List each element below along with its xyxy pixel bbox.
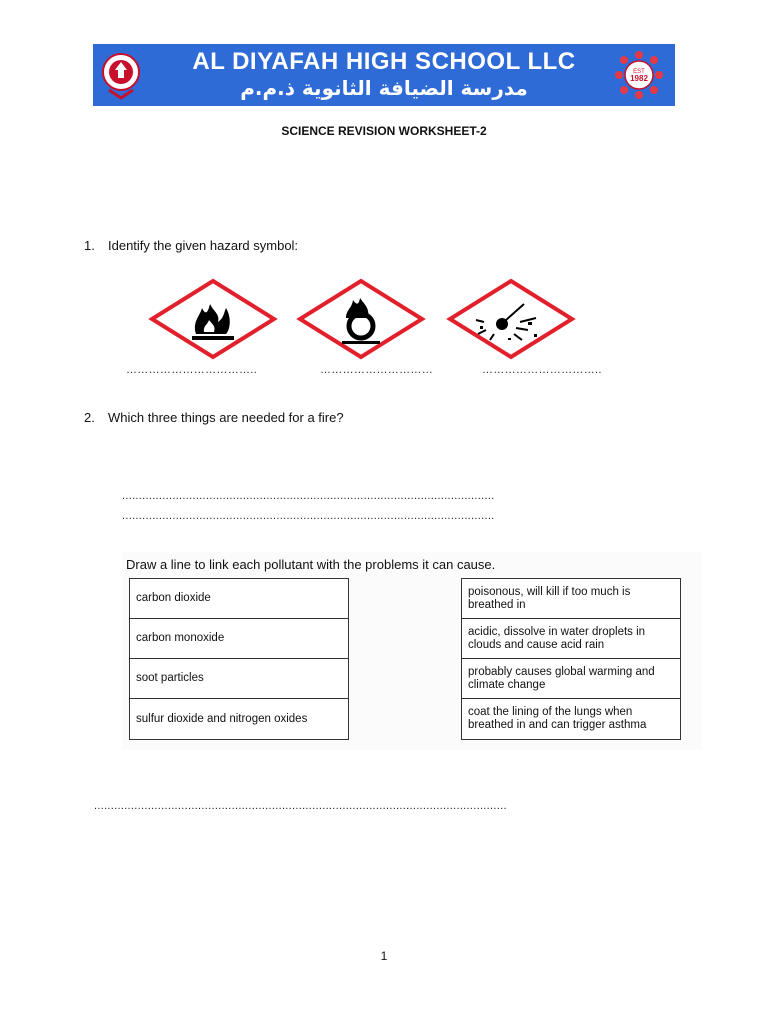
school-header-banner xyxy=(93,44,675,106)
pollutant-carbon-dioxide: carbon dioxide xyxy=(130,579,348,619)
school-name-english: AL DIYAFAH HIGH SCHOOL LLC xyxy=(192,48,576,75)
flammable-icon xyxy=(148,278,278,360)
problem-acid-rain: acidic, dissolve in water droplets in clouds and cause acid rain xyxy=(462,619,680,659)
q1-answer-line-3[interactable]: ………………………….. xyxy=(482,364,602,376)
matching-instruction: Draw a line to link each pollutant with the problems it can cause. xyxy=(126,557,496,572)
pollutants-column xyxy=(129,578,349,740)
problems-column xyxy=(461,578,681,740)
pollutant-sulfur-nitrogen-oxides: sulfur dioxide and nitrogen oxides xyxy=(136,712,308,725)
question-1-text: Identify the given hazard symbol: xyxy=(108,238,299,253)
page-number: 1 xyxy=(380,949,388,963)
q2-answer-line-1[interactable]: ............................................................................................................... xyxy=(122,490,495,502)
est-1982-logo xyxy=(613,49,665,101)
question-1-number: 1. xyxy=(84,238,95,253)
est-label: EST xyxy=(633,69,645,75)
problem-asthma: coat the lining of the lungs when breathed in and can trigger asthma xyxy=(468,706,647,731)
q1-answer-line-2[interactable]: ………………………… xyxy=(320,364,433,376)
question-1 xyxy=(84,238,298,253)
bottom-answer-line[interactable]: ........................................................................................................................... xyxy=(94,800,507,812)
oxidising-icon xyxy=(296,278,426,360)
q2-answer-line-2[interactable]: ............................................................................................................... xyxy=(122,510,495,522)
pollutant-soot-particles: soot particles xyxy=(130,659,348,699)
question-2 xyxy=(84,410,344,425)
school-name-arabic: مدرسة الضيافة الثانوية ذ.م.م xyxy=(240,76,528,100)
problem-poisonous: poisonous, will kill if too much is breathed in xyxy=(462,579,680,619)
question-2-number: 2. xyxy=(84,410,95,425)
q1-answer-line-1[interactable]: …………………………….. xyxy=(126,364,258,376)
explosive-icon xyxy=(446,278,576,360)
question-2-text: Which three things are needed for a fire? xyxy=(108,410,344,425)
pollutant-carbon-monoxide: carbon monoxide xyxy=(130,619,348,659)
problem-global-warming: probably causes global warming and climate change xyxy=(462,659,680,699)
est-year: 1982 xyxy=(630,74,648,83)
worksheet-title: SCIENCE REVISION WORKSHEET-2 xyxy=(281,124,487,138)
